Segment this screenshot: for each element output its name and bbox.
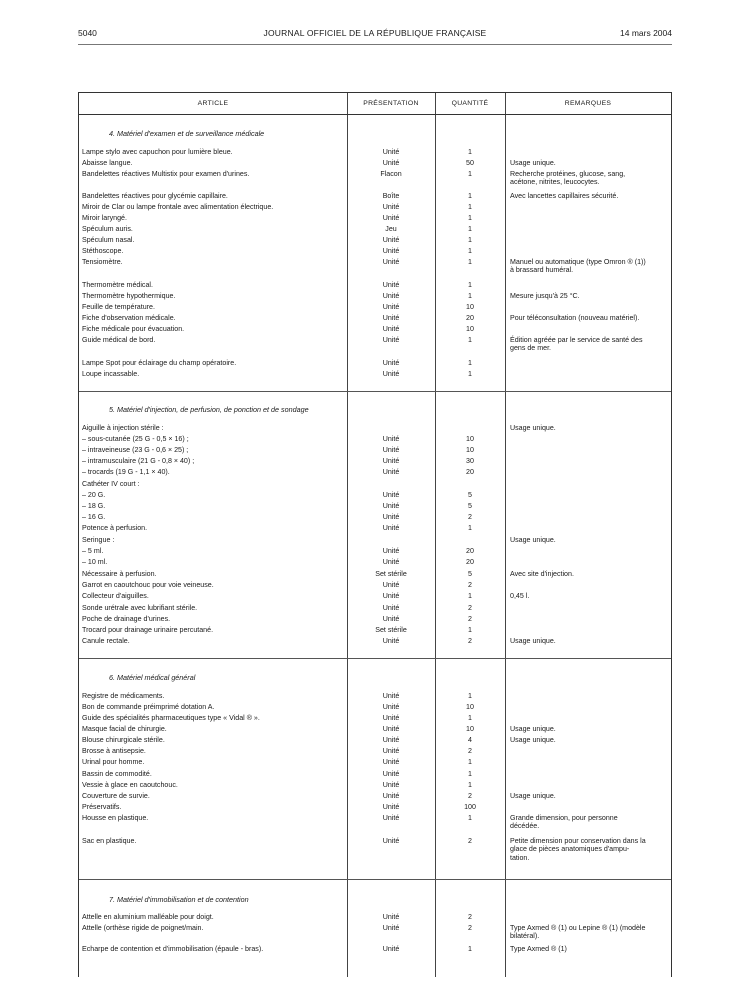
article-cell: Stéthoscope. bbox=[82, 247, 124, 255]
article-cell: Guide des spécialités pharmaceutiques type « Vidal ® ». bbox=[82, 714, 260, 722]
quantity-cell: 10 bbox=[466, 435, 474, 443]
quantity-cell: 5 bbox=[468, 502, 472, 510]
table-row bbox=[79, 757, 671, 768]
article-cell: Bassin de commodité. bbox=[82, 770, 152, 778]
presentation-cell: Unité bbox=[382, 758, 400, 766]
remarks-cell: Usage unique. bbox=[510, 736, 556, 744]
table-row bbox=[79, 302, 671, 313]
article-cell: Lampe Spot pour éclairage du champ opératoire. bbox=[82, 359, 237, 367]
article-cell: Collecteur d'aiguilles. bbox=[82, 592, 149, 600]
quantity-cell: 2 bbox=[468, 747, 472, 755]
table-row bbox=[79, 944, 671, 955]
remarks-cell: Usage unique. bbox=[510, 792, 556, 800]
presentation-cell: Unité bbox=[382, 615, 400, 623]
table-row bbox=[79, 147, 671, 158]
table-row bbox=[79, 802, 671, 813]
article-cell: Thermomètre médical. bbox=[82, 281, 153, 289]
quantity-cell: 1 bbox=[468, 192, 472, 200]
quantity-cell: 30 bbox=[466, 457, 474, 465]
quantity-cell: 5 bbox=[468, 491, 472, 499]
remarks-cell: Type Axmed ® (1) bbox=[510, 945, 567, 953]
presentation-cell: Unité bbox=[382, 203, 400, 211]
table-row bbox=[79, 636, 671, 647]
quantity-cell: 2 bbox=[468, 837, 472, 845]
quantity-cell: 1 bbox=[468, 247, 472, 255]
presentation-cell: Unité bbox=[382, 148, 400, 156]
quantity-cell: 1 bbox=[468, 781, 472, 789]
table-row bbox=[79, 923, 671, 941]
table-row bbox=[79, 912, 671, 923]
article-cell: Poche de drainage d'urines. bbox=[82, 615, 171, 623]
presentation-cell: Set stérile bbox=[375, 570, 407, 578]
presentation-cell: Unité bbox=[382, 747, 400, 755]
presentation-cell: Unité bbox=[382, 468, 400, 476]
quantity-cell: 1 bbox=[468, 814, 472, 822]
presentation-cell: Unité bbox=[382, 837, 400, 845]
quantity-cell: 1 bbox=[468, 336, 472, 344]
presentation-cell: Unité bbox=[382, 370, 400, 378]
article-cell: Brosse à antisepsie. bbox=[82, 747, 146, 755]
quantity-cell: 1 bbox=[468, 170, 472, 178]
quantity-cell: 1 bbox=[468, 714, 472, 722]
table-row bbox=[79, 490, 671, 501]
presentation-cell: Unité bbox=[382, 714, 400, 722]
quantity-cell: 1 bbox=[468, 236, 472, 244]
remarks-cell: Avec site d'injection. bbox=[510, 570, 574, 578]
presentation-cell: Unité bbox=[382, 457, 400, 465]
presentation-cell: Unité bbox=[382, 592, 400, 600]
presentation-cell: Unité bbox=[382, 913, 400, 921]
presentation-cell: Unité bbox=[382, 736, 400, 744]
quantity-cell: 2 bbox=[468, 581, 472, 589]
table-row bbox=[79, 235, 671, 246]
quantity-cell: 20 bbox=[466, 468, 474, 476]
article-cell: Bon de commande préimprimé dotation A. bbox=[82, 703, 215, 711]
section-title: 6. Matériel médical général bbox=[109, 673, 196, 682]
section-title: 5. Matériel d'injection, de perfusion, de ponction et de sondage bbox=[109, 405, 309, 414]
table-row bbox=[79, 512, 671, 523]
article-cell: Cathéter IV court : bbox=[82, 480, 140, 488]
presentation-cell: Unité bbox=[382, 247, 400, 255]
presentation-cell: Unité bbox=[382, 303, 400, 311]
presentation-cell: Unité bbox=[382, 792, 400, 800]
article-cell: Couverture de survie. bbox=[82, 792, 150, 800]
remarks-cell: Usage unique. bbox=[510, 424, 556, 432]
table-row bbox=[79, 324, 671, 335]
column-header-remarks: REMARQUES bbox=[564, 100, 612, 107]
presentation-cell: Unité bbox=[382, 446, 400, 454]
quantity-cell: 1 bbox=[468, 225, 472, 233]
table-row bbox=[79, 769, 671, 780]
article-cell: Loupe incassable. bbox=[82, 370, 140, 378]
equipment-table bbox=[78, 92, 672, 977]
table-row bbox=[79, 202, 671, 213]
article-cell: Canule rectale. bbox=[82, 637, 130, 645]
quantity-cell: 20 bbox=[466, 547, 474, 555]
remarks-cell: Petite dimension pour conservation dans la glace de pièces anatomiques d'ampu- tation. bbox=[510, 837, 646, 862]
article-cell: Lampe stylo avec capuchon pour lumière bleue. bbox=[82, 148, 233, 156]
presentation-cell: Unité bbox=[382, 336, 400, 344]
table-row bbox=[79, 625, 671, 636]
table-row bbox=[79, 423, 671, 434]
article-cell: Fiche médicale pour évacuation. bbox=[82, 325, 185, 333]
remarks-cell: Usage unique. bbox=[510, 536, 556, 544]
table-row bbox=[79, 434, 671, 445]
article-cell: Urinal pour homme. bbox=[82, 758, 145, 766]
article-cell: Miroir de Clar ou lampe frontale avec alimentation électrique. bbox=[82, 203, 274, 211]
article-cell: Aiguille à injection stérile : bbox=[82, 424, 164, 432]
presentation-cell: Unité bbox=[382, 502, 400, 510]
table-row bbox=[79, 445, 671, 456]
table-row bbox=[79, 702, 671, 713]
table-row bbox=[79, 169, 671, 187]
presentation-cell: Unité bbox=[382, 558, 400, 566]
article-cell: Masque facial de chirurgie. bbox=[82, 725, 167, 733]
article-cell: – sous-cutanée (25 G - 0,5 × 16) ; bbox=[82, 435, 189, 443]
remarks-cell: Recherche protéines, glucose, sang, acétone, nitrites, leucocytes. bbox=[510, 170, 626, 187]
quantity-cell: 100 bbox=[464, 803, 476, 811]
article-cell: Bandelettes réactives Multistix pour examen d'urines. bbox=[82, 170, 250, 178]
article-cell: Seringue : bbox=[82, 536, 115, 544]
presentation-cell: Unité bbox=[382, 725, 400, 733]
remarks-cell: Usage unique. bbox=[510, 159, 556, 167]
quantity-cell: 10 bbox=[466, 725, 474, 733]
quantity-cell: 1 bbox=[468, 214, 472, 222]
article-cell: Abaisse langue. bbox=[82, 159, 133, 167]
remarks-cell: Mesure jusqu'à 25 °C. bbox=[510, 292, 580, 300]
table-row bbox=[79, 691, 671, 702]
presentation-cell: Unité bbox=[382, 803, 400, 811]
article-cell: Miroir laryngé. bbox=[82, 214, 127, 222]
presentation-cell: Unité bbox=[382, 159, 400, 167]
presentation-cell: Unité bbox=[382, 924, 400, 932]
quantity-cell: 10 bbox=[466, 325, 474, 333]
article-cell: – intraveineuse (23 G - 0,6 × 25) ; bbox=[82, 446, 189, 454]
table-row bbox=[79, 335, 671, 353]
quantity-cell: 1 bbox=[468, 148, 472, 156]
article-cell: Echarpe de contention et d'immobilisation (épaule - bras). bbox=[82, 945, 264, 953]
table-row bbox=[79, 735, 671, 746]
table-row bbox=[79, 614, 671, 625]
column-header-quantity: QUANTITÉ bbox=[451, 100, 489, 107]
page-header bbox=[78, 28, 672, 42]
article-cell: Fiche d'observation médicale. bbox=[82, 314, 176, 322]
article-cell: Thermomètre hypothermique. bbox=[82, 292, 176, 300]
article-cell: Bandelettes réactives pour glycémie capillaire. bbox=[82, 192, 228, 200]
table-row bbox=[79, 501, 671, 512]
quantity-cell: 1 bbox=[468, 626, 472, 634]
quantity-cell: 10 bbox=[466, 703, 474, 711]
remarks-cell: Manuel ou automatique (type Omron ® (1)) à brassard huméral. bbox=[510, 258, 646, 275]
article-cell: Nécessaire à perfusion. bbox=[82, 570, 157, 578]
presentation-cell: Unité bbox=[382, 513, 400, 521]
table-row bbox=[79, 213, 671, 224]
presentation-cell: Unité bbox=[382, 637, 400, 645]
table-row bbox=[79, 369, 671, 380]
table-row bbox=[79, 158, 671, 169]
section-title: 7. Matériel d'immobilisation et de contention bbox=[109, 895, 249, 904]
presentation-cell: Unité bbox=[382, 258, 400, 266]
column-header-presentation: PRÉSENTATION bbox=[363, 100, 419, 107]
quantity-cell: 50 bbox=[466, 159, 474, 167]
article-cell: Potence à perfusion. bbox=[82, 524, 148, 532]
table-row bbox=[79, 224, 671, 235]
presentation-cell: Unité bbox=[382, 945, 400, 953]
article-cell: Spéculum auris. bbox=[82, 225, 133, 233]
remarks-cell: Usage unique. bbox=[510, 725, 556, 733]
table-row bbox=[79, 791, 671, 802]
quantity-cell: 2 bbox=[468, 792, 472, 800]
table-row bbox=[79, 280, 671, 291]
presentation-cell: Unité bbox=[382, 781, 400, 789]
presentation-cell: Jeu bbox=[385, 225, 397, 233]
remarks-cell: Type Axmed ® (1) ou Lepine ® (1) (modèle bilatéral). bbox=[510, 924, 646, 941]
table-header bbox=[79, 93, 671, 115]
article-cell: Housse en plastique. bbox=[82, 814, 149, 822]
table-row bbox=[79, 246, 671, 257]
remarks-cell: Édition agréée par le service de santé des gens de mer. bbox=[510, 336, 643, 353]
article-cell: Sac en plastique. bbox=[82, 837, 137, 845]
article-cell: – trocards (19 G - 1,1 × 40). bbox=[82, 468, 170, 476]
remarks-cell: Grande dimension, pour personne décédée. bbox=[510, 814, 618, 831]
presentation-cell: Unité bbox=[382, 491, 400, 499]
remarks-cell: Avec lancettes capillaires sécurité. bbox=[510, 192, 619, 200]
presentation-cell: Unité bbox=[382, 814, 400, 822]
article-cell: Attelle (orthèse rigide de poignet/main. bbox=[82, 924, 204, 932]
presentation-cell: Unité bbox=[382, 359, 400, 367]
presentation-cell: Unité bbox=[382, 524, 400, 532]
remarks-cell: Pour téléconsultation (nouveau matériel). bbox=[510, 314, 640, 322]
page-number: 5040 bbox=[78, 28, 97, 38]
presentation-cell: Flacon bbox=[380, 170, 402, 178]
table-row bbox=[79, 746, 671, 757]
section-divider bbox=[79, 391, 671, 392]
quantity-cell: 2 bbox=[468, 513, 472, 521]
quantity-cell: 20 bbox=[466, 314, 474, 322]
quantity-cell: 2 bbox=[468, 637, 472, 645]
quantity-cell: 10 bbox=[466, 303, 474, 311]
column-header-article: ARTICLE bbox=[197, 100, 229, 107]
article-cell: – intramusculaire (21 G - 0,8 × 40) ; bbox=[82, 457, 195, 465]
article-cell: – 18 G. bbox=[82, 502, 106, 510]
article-cell: Vessie à glace en caoutchouc. bbox=[82, 781, 178, 789]
article-cell: Trocard pour drainage urinaire percutané. bbox=[82, 626, 214, 634]
quantity-cell: 20 bbox=[466, 558, 474, 566]
quantity-cell: 2 bbox=[468, 604, 472, 612]
section-divider bbox=[79, 879, 671, 880]
article-cell: – 10 ml. bbox=[82, 558, 108, 566]
table-row bbox=[79, 603, 671, 614]
article-cell: Registre de médicaments. bbox=[82, 692, 165, 700]
presentation-cell: Unité bbox=[382, 604, 400, 612]
table-row bbox=[79, 467, 671, 478]
table-row bbox=[79, 479, 671, 490]
table-row bbox=[79, 313, 671, 324]
presentation-cell: Unité bbox=[382, 692, 400, 700]
table-row bbox=[79, 546, 671, 557]
article-cell: Guide médical de bord. bbox=[82, 336, 156, 344]
article-cell: Sonde urétrale avec lubrifiant stérile. bbox=[82, 604, 198, 612]
quantity-cell: 5 bbox=[468, 570, 472, 578]
table-row bbox=[79, 569, 671, 580]
article-cell: Attelle en aluminium malléable pour doigt. bbox=[82, 913, 214, 921]
remarks-cell: Usage unique. bbox=[510, 637, 556, 645]
table-row bbox=[79, 591, 671, 602]
quantity-cell: 1 bbox=[468, 770, 472, 778]
quantity-cell: 1 bbox=[468, 592, 472, 600]
presentation-cell: Unité bbox=[382, 547, 400, 555]
table-row bbox=[79, 813, 671, 831]
presentation-cell: Unité bbox=[382, 236, 400, 244]
table-row bbox=[79, 557, 671, 568]
quantity-cell: 1 bbox=[468, 945, 472, 953]
presentation-cell: Unité bbox=[382, 214, 400, 222]
quantity-cell: 1 bbox=[468, 203, 472, 211]
presentation-cell: Unité bbox=[382, 281, 400, 289]
presentation-cell: Set stérile bbox=[375, 626, 407, 634]
quantity-cell: 1 bbox=[468, 258, 472, 266]
article-cell: Feuille de température. bbox=[82, 303, 155, 311]
table-row bbox=[79, 780, 671, 791]
publication-date: 14 mars 2004 bbox=[620, 28, 672, 38]
table-row bbox=[79, 523, 671, 534]
article-cell: Blouse chirurgicale stérile. bbox=[82, 736, 165, 744]
quantity-cell: 1 bbox=[468, 692, 472, 700]
quantity-cell: 1 bbox=[468, 524, 472, 532]
presentation-cell: Unité bbox=[382, 581, 400, 589]
presentation-cell: Boîte bbox=[382, 192, 400, 200]
article-cell: Préservatifs. bbox=[82, 803, 122, 811]
article-cell: Garrot en caoutchouc pour voie veineuse. bbox=[82, 581, 214, 589]
table-row bbox=[79, 191, 671, 202]
table-row bbox=[79, 257, 671, 275]
table-row bbox=[79, 580, 671, 591]
remarks-cell: 0,45 l. bbox=[510, 592, 530, 600]
quantity-cell: 1 bbox=[468, 370, 472, 378]
table-row bbox=[79, 358, 671, 369]
quantity-cell: 1 bbox=[468, 359, 472, 367]
table-row bbox=[79, 836, 671, 862]
table-row bbox=[79, 713, 671, 724]
quantity-cell: 1 bbox=[468, 281, 472, 289]
quantity-cell: 1 bbox=[468, 758, 472, 766]
article-cell: Tensiomètre. bbox=[82, 258, 123, 266]
header-divider bbox=[78, 44, 672, 45]
article-cell: – 5 ml. bbox=[82, 547, 104, 555]
table-row bbox=[79, 724, 671, 735]
article-cell: Spéculum nasal. bbox=[82, 236, 135, 244]
quantity-cell: 1 bbox=[468, 292, 472, 300]
presentation-cell: Unité bbox=[382, 770, 400, 778]
article-cell: – 20 G. bbox=[82, 491, 106, 499]
presentation-cell: Unité bbox=[382, 292, 400, 300]
presentation-cell: Unité bbox=[382, 703, 400, 711]
quantity-cell: 10 bbox=[466, 446, 474, 454]
quantity-cell: 2 bbox=[468, 913, 472, 921]
quantity-cell: 2 bbox=[468, 615, 472, 623]
section-divider bbox=[79, 658, 671, 659]
journal-title: JOURNAL OFFICIEL DE LA RÉPUBLIQUE FRANÇAISE bbox=[263, 28, 487, 38]
quantity-cell: 4 bbox=[468, 736, 472, 744]
article-cell: – 16 G. bbox=[82, 513, 106, 521]
section-title: 4. Matériel d'examen et de surveillance médicale bbox=[109, 129, 265, 138]
presentation-cell: Unité bbox=[382, 314, 400, 322]
quantity-cell: 2 bbox=[468, 924, 472, 932]
table-row bbox=[79, 535, 671, 546]
presentation-cell: Unité bbox=[382, 325, 400, 333]
table-row bbox=[79, 291, 671, 302]
table-row bbox=[79, 456, 671, 467]
presentation-cell: Unité bbox=[382, 435, 400, 443]
